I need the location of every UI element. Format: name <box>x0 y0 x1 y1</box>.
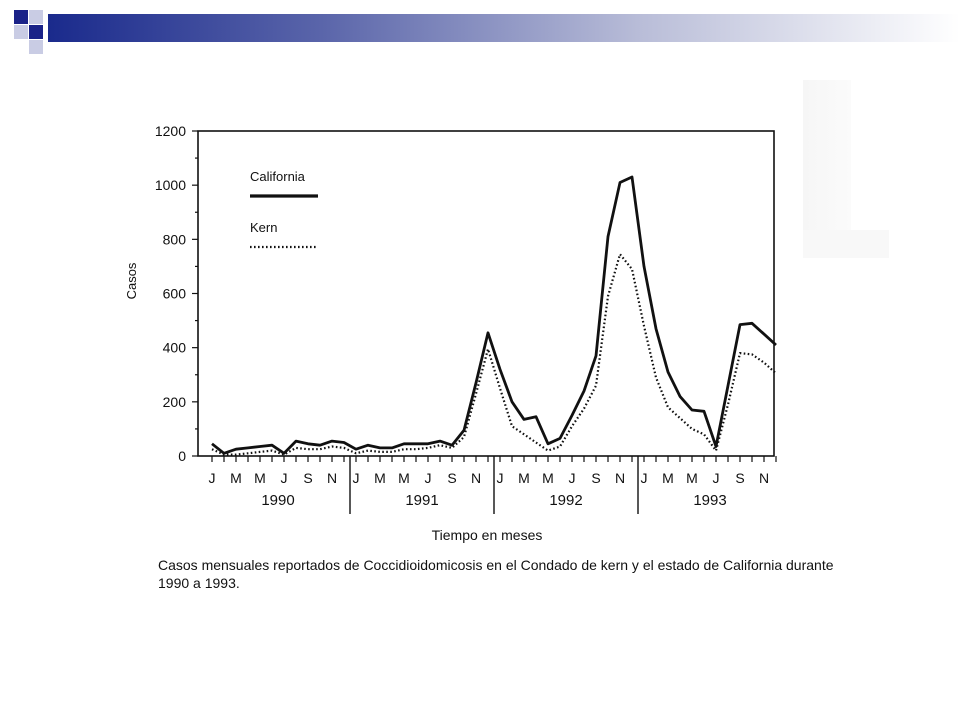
x-tick-label: M <box>662 470 674 486</box>
x-tick-label: N <box>326 470 338 486</box>
x-tick-label: J <box>640 470 648 486</box>
y-tick-label: 200 <box>162 393 186 410</box>
x-tick-label: J <box>712 470 720 486</box>
x-tick-label: S <box>735 470 745 486</box>
x-tick-label: J <box>352 470 360 486</box>
figure-caption: Casos mensuales reportados de Coccidioidomicosis en el Condado de kern y el estado de California durante 1990 a 1993. <box>158 557 834 591</box>
x-tick-label: N <box>470 470 482 486</box>
x-tick-label: N <box>758 470 770 486</box>
y-axis-label: Casos <box>124 262 139 300</box>
legend-label: California <box>250 169 305 184</box>
x-tick-label: M <box>686 470 698 486</box>
x-tick-label: M <box>230 470 242 486</box>
x-axis-label: Tiempo en meses <box>431 527 543 543</box>
x-tick-label: M <box>374 470 386 486</box>
year-label: 1993 <box>693 492 727 509</box>
x-tick-label: M <box>518 470 530 486</box>
year-label: 1992 <box>549 492 583 509</box>
x-tick-label: J <box>280 470 288 486</box>
y-tick-label: 600 <box>162 285 186 302</box>
year-label: 1990 <box>261 492 295 509</box>
x-tick-label: S <box>303 470 313 486</box>
x-tick-label: M <box>398 470 410 486</box>
x-tick-label: J <box>424 470 432 486</box>
x-tick-label: S <box>591 470 601 486</box>
y-tick-label: 1000 <box>154 177 186 194</box>
y-tick-label: 1200 <box>154 123 186 139</box>
series-line-california <box>212 177 776 453</box>
x-tick-label: N <box>614 470 626 486</box>
x-tick-label: J <box>496 470 504 486</box>
y-tick-label: 800 <box>162 231 186 248</box>
x-tick-label: J <box>208 470 216 486</box>
y-tick-label: 0 <box>178 448 186 464</box>
x-tick-label: M <box>542 470 554 486</box>
x-tick-label: J <box>568 470 576 486</box>
year-label: 1991 <box>405 492 439 509</box>
x-tick-label: S <box>447 470 457 486</box>
legend-label: Kern <box>250 220 278 235</box>
y-tick-label: 400 <box>162 339 186 356</box>
x-tick-label: M <box>254 470 266 486</box>
